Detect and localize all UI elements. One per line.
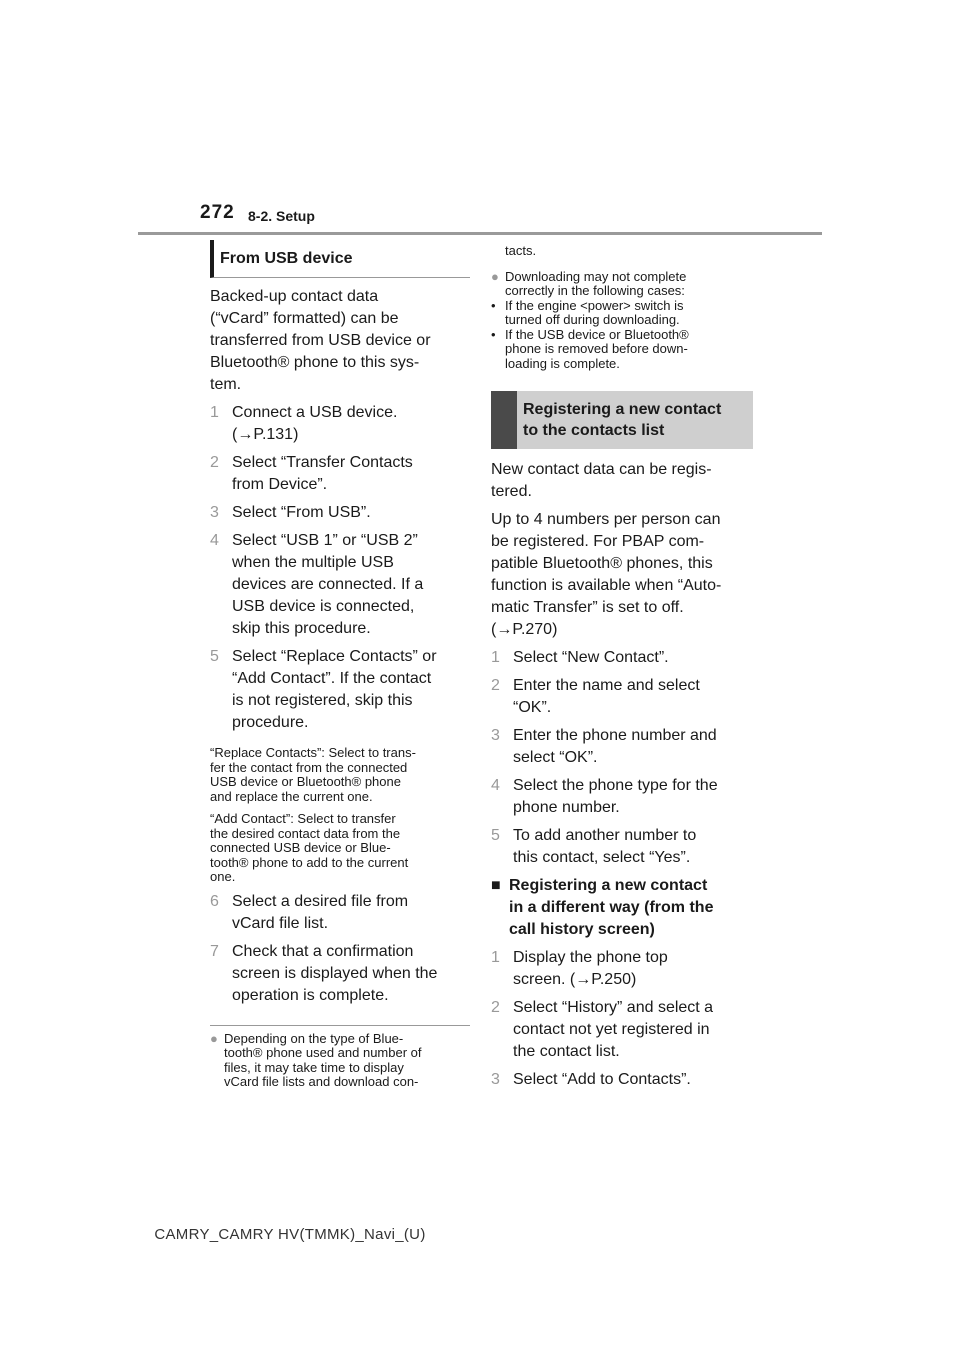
step-text: Check that a confirmation screen is displayed when the operation is complete. [232,942,438,1004]
step-number: 4 [210,532,219,549]
step-text: To add another number to this contact, select “Yes”. [513,827,697,866]
step-item [210,941,470,1007]
intro-line: Backed-up contact data [210,288,379,305]
page-number: 272 [200,202,235,223]
bullet-icon: ● [491,268,499,284]
intro-line: (“vCard” formatted) can be [210,310,399,327]
step-text: Connect a USB device. (→P.131) [232,404,398,443]
step-number: 3 [491,727,500,744]
intro-line: Bluetooth® phone to this sys- [210,354,420,371]
subheading-call-history [491,875,753,941]
intro-paragraph [210,286,470,396]
step-text: Select the phone type for the phone number. [513,777,718,816]
heading-registering-new-contact: Registering a new contact to the contacts list [491,391,753,449]
step-text: Select “Add to Contacts”. [513,1071,691,1088]
note-add-contact: “Add Contact”: Select to transfer the desired contact data from the connected USB device or Blue- tooth® phone to add to the current one. [210,811,409,884]
step-item [210,452,470,496]
sub-bullet-icon: • [491,297,496,313]
step-text: Select “New Contact”. [513,649,669,666]
step-number: 7 [210,942,219,960]
sub-bullet-text: If the USB device or Bluetooth® phone is removed before down- loading is complete. [505,326,689,371]
bullet-text: Depending on the type of Blue- tooth® phone used and number of files, it may take time to display vCard file lists and download con- [224,1030,422,1089]
bullet-download-time [210,1032,470,1090]
step-item [491,1069,753,1091]
step-item [210,891,470,935]
step-number: 3 [491,1071,500,1088]
bullet-text: Downloading may not complete correctly in the following cases: [505,268,687,298]
step-item [491,725,753,769]
step-number: 1 [491,949,500,966]
subheading-text: Registering a new contact in a different way (from the call history screen) [509,877,714,938]
left-column [210,240,470,1090]
step-list-new-contact [491,647,753,869]
step-text: Select a desired file from vCard file list. [232,892,409,932]
step-list-usb-b [210,891,470,1007]
step-number: 1 [210,404,219,421]
sub-bullet-text: If the engine <power> switch is turned off during downloading. [505,297,684,327]
step-number: 3 [210,504,219,521]
paragraph-new-contact: New contact data can be regis- tered. [491,461,712,500]
step-item [491,825,753,869]
footer-model-code: CAMRY_CAMRY HV(TMMK)_Navi_(U) [154,1226,426,1243]
bullet-icon: ● [210,1030,218,1046]
heading-from-usb-device: From USB device [210,240,470,278]
step-number: 5 [491,827,500,844]
step-text: Select “From USB”. [232,504,371,521]
step-text: Enter the name and select “OK”. [513,677,700,716]
step-text: Display the phone top screen. (→P.250) [513,949,668,988]
step-item [210,402,470,446]
step-number: 2 [210,454,219,471]
sub-bullet [491,328,753,372]
step-list-usb-a [210,402,470,734]
step-text: Select “Transfer Contacts from Device”. [232,454,413,493]
step-item [210,646,470,734]
note-replace-contacts: “Replace Contacts”: Select to trans- fer the contact from the connected USB device or Bluetooth® phone and replace the current one. [210,745,416,804]
step-number: 1 [491,649,500,666]
step-item [491,675,753,719]
right-column [491,240,753,1091]
step-number: 5 [210,648,219,665]
intro-line: tem. [210,376,242,393]
step-item [491,947,753,991]
step-text: Select “Replace Contacts” or “Add Contact”. If the contact is not registered, skip this procedure. [232,648,437,731]
paragraph-numbers-per-person: Up to 4 numbers per person can be registered. For PBAP com- patible Bluetooth® phones, this function is available when “Auto- matic Transfer” is set to off. (→P.270) [491,511,722,638]
step-item [210,502,470,524]
section-title: 8-2. Setup [248,208,315,224]
step-item [210,530,470,640]
header-rule [138,232,822,235]
step-number: 2 [491,999,500,1016]
step-text: Enter the phone number and select “OK”. [513,727,717,766]
step-item [491,775,753,819]
step-text: Select “USB 1” or “USB 2” when the multiple USB devices are connected. If a USB device is connected, skip this procedure. [232,532,424,637]
intro-line: transferred from USB device or [210,332,431,349]
sub-bullet [491,299,753,328]
step-item [491,647,753,669]
sub-bullet-icon: • [491,326,496,342]
square-icon: ■ [491,877,501,894]
step-number: 2 [491,677,500,694]
step-number: 6 [210,892,219,910]
step-list-call-history [491,947,753,1091]
step-item [491,997,753,1063]
bullet-download-fail [491,270,753,299]
step-text: Select “History” and select a contact not yet registered in the contact list. [513,999,714,1060]
step-number: 4 [491,777,500,794]
continuation-text: tacts. [505,243,537,258]
